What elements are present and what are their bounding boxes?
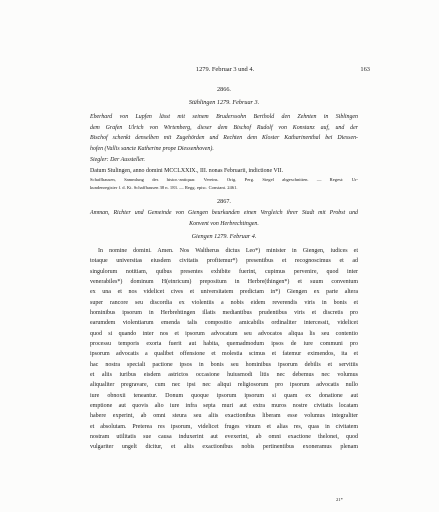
body-line: iure obnoxii teneantur. Donum quoque ipsorum ipsorum si quam ex donatione aut: [90, 392, 358, 399]
regest-line: Eberhard von Lupfen lässt mit seinem Bruderssohn Berthold den Zehnten in Siblingen: [90, 114, 358, 120]
body-line: ipsorum advocatis a qualibet offensione et molestia scimus et fatemur eximendos, ita et: [90, 351, 358, 358]
body-line: quod si quando inter nos et ipsorum advocatum seu advocatos aliqua lis seu contentio: [90, 330, 358, 337]
document-number: 2866.: [217, 86, 231, 93]
body-line: earumdem violentiarum emenda talis compositio amicabilis ordinaliter intercessit, videlicet: [90, 320, 358, 327]
body-line: In nomine domini. Amen. Nos Waltherus dictus Leo*) minister in Giengen, iudices et: [98, 247, 358, 254]
document-place-date: Stühlingen 1279. Februar 3.: [188, 99, 260, 106]
regest-line: Konvent von Herbrechtingen.: [189, 221, 259, 228]
regest-line: Bischof schenkt denselben mit Zugehörden und Rechten dem Kloster Katharinenthal bei Diessen-: [90, 135, 358, 142]
body-line: emptione aut quovis alio iure infra septa muri aut extra muros nostre civitatis locatam: [90, 402, 358, 409]
regest-line: Amman, Richter und Gemeinde von Giengen beurkunden einen Vergleich ihrer Stadt mit Probst und: [90, 210, 358, 217]
body-line: aliqualiter pregravare, cum nec ipsi nec aliqui religiosorum pro ipsorum advocatis nullo: [90, 382, 358, 389]
body-line: nostram utilitatis sue causa induxerint aut evexerint, ab omni exactione thelonei, quod: [90, 434, 358, 440]
document-regest: [90, 112, 358, 155]
signature-mark: 21*: [336, 497, 343, 502]
page-header: [90, 66, 370, 78]
regest-line: dem Grafen Ulrich von Wirtenberg, dieser dem Bischof Rudolf von Konstanz auf, und der: [90, 124, 358, 131]
document-number: 2867.: [217, 198, 231, 206]
body-line: totaque universitas eiusdem civitatis profitemur*) presentibus et recognoscimus et ad: [90, 258, 358, 265]
body-line: vulgariter ungelt dicitur, et aliis exactionibus nobis pertinentibus exoneramus plenam: [90, 444, 358, 451]
body-line: singulorum notitiam, quibus presentes exhibite fuerint, cupimus pervenire, quod inter: [90, 268, 358, 275]
siegler-line: Siegler: Der Aussteller.: [90, 156, 146, 163]
body-line: hominibus ipsorum in Herbrehtingen illatis mediantibus prudentibus viris et discretis pro: [90, 309, 358, 316]
body-line: et absolutam. Preterea res ipsorum, videlicet fruges vinum et alias res, quas in civitatem: [90, 423, 358, 430]
body-line: habere experint, ab omni steura seu aliis exactionibus liberam esse volumus integraliter: [90, 413, 358, 420]
source-line: kundenregister f. d. Kt. Schaffhausen 38 n. 183. — Regg. episc. Constant. 2461.: [90, 184, 238, 190]
body-line: venerabiles*) dominum H(einricum) prepositum in Herbre(thingen*) et suum conventum: [90, 278, 358, 285]
datum-line: Datum Stulingen, anno domini MCCLXXIX., III. nonas Februarii, indictione VII.: [90, 167, 284, 174]
page-number: 163: [360, 66, 370, 73]
regest-line: hofen (Vallis sancte Katherine prope Diessenhoven).: [90, 146, 214, 153]
body-line: processu temporis exorta fuerit aut habita, quemadmodum ipsos de iure communi pro: [90, 340, 358, 347]
body-line: ex una et nos videlicet cives et universitatem predictam in*) Giengen ex parte altera: [90, 289, 358, 296]
document-regest: [90, 208, 358, 229]
source-note: [90, 176, 358, 191]
document-page: [90, 66, 370, 453]
document-body: [90, 246, 358, 453]
body-line: super rancore seu discordia ex violentiis a nobis eidem reverendis viris in bonis et: [90, 299, 358, 306]
body-line: hac nostra speciali pactione ipsos in bonis seu hominibus ipsorum debilis et servitiis: [90, 361, 358, 368]
body-line: et aliis iuribus eisdem astrictos occasione huiusmodi litis nec debemus nec volumus: [90, 371, 358, 378]
document-place-date: Giengen 1279. Februar 4.: [191, 232, 257, 240]
header-date: 1279. Februar 3 und 4.: [195, 66, 255, 73]
source-line: Schaffhausen, Sammlung des histor.-antiquar. Vereins. Orig. Perg. Siegel abgeschnitten. — Regest: Ur-: [90, 177, 358, 183]
